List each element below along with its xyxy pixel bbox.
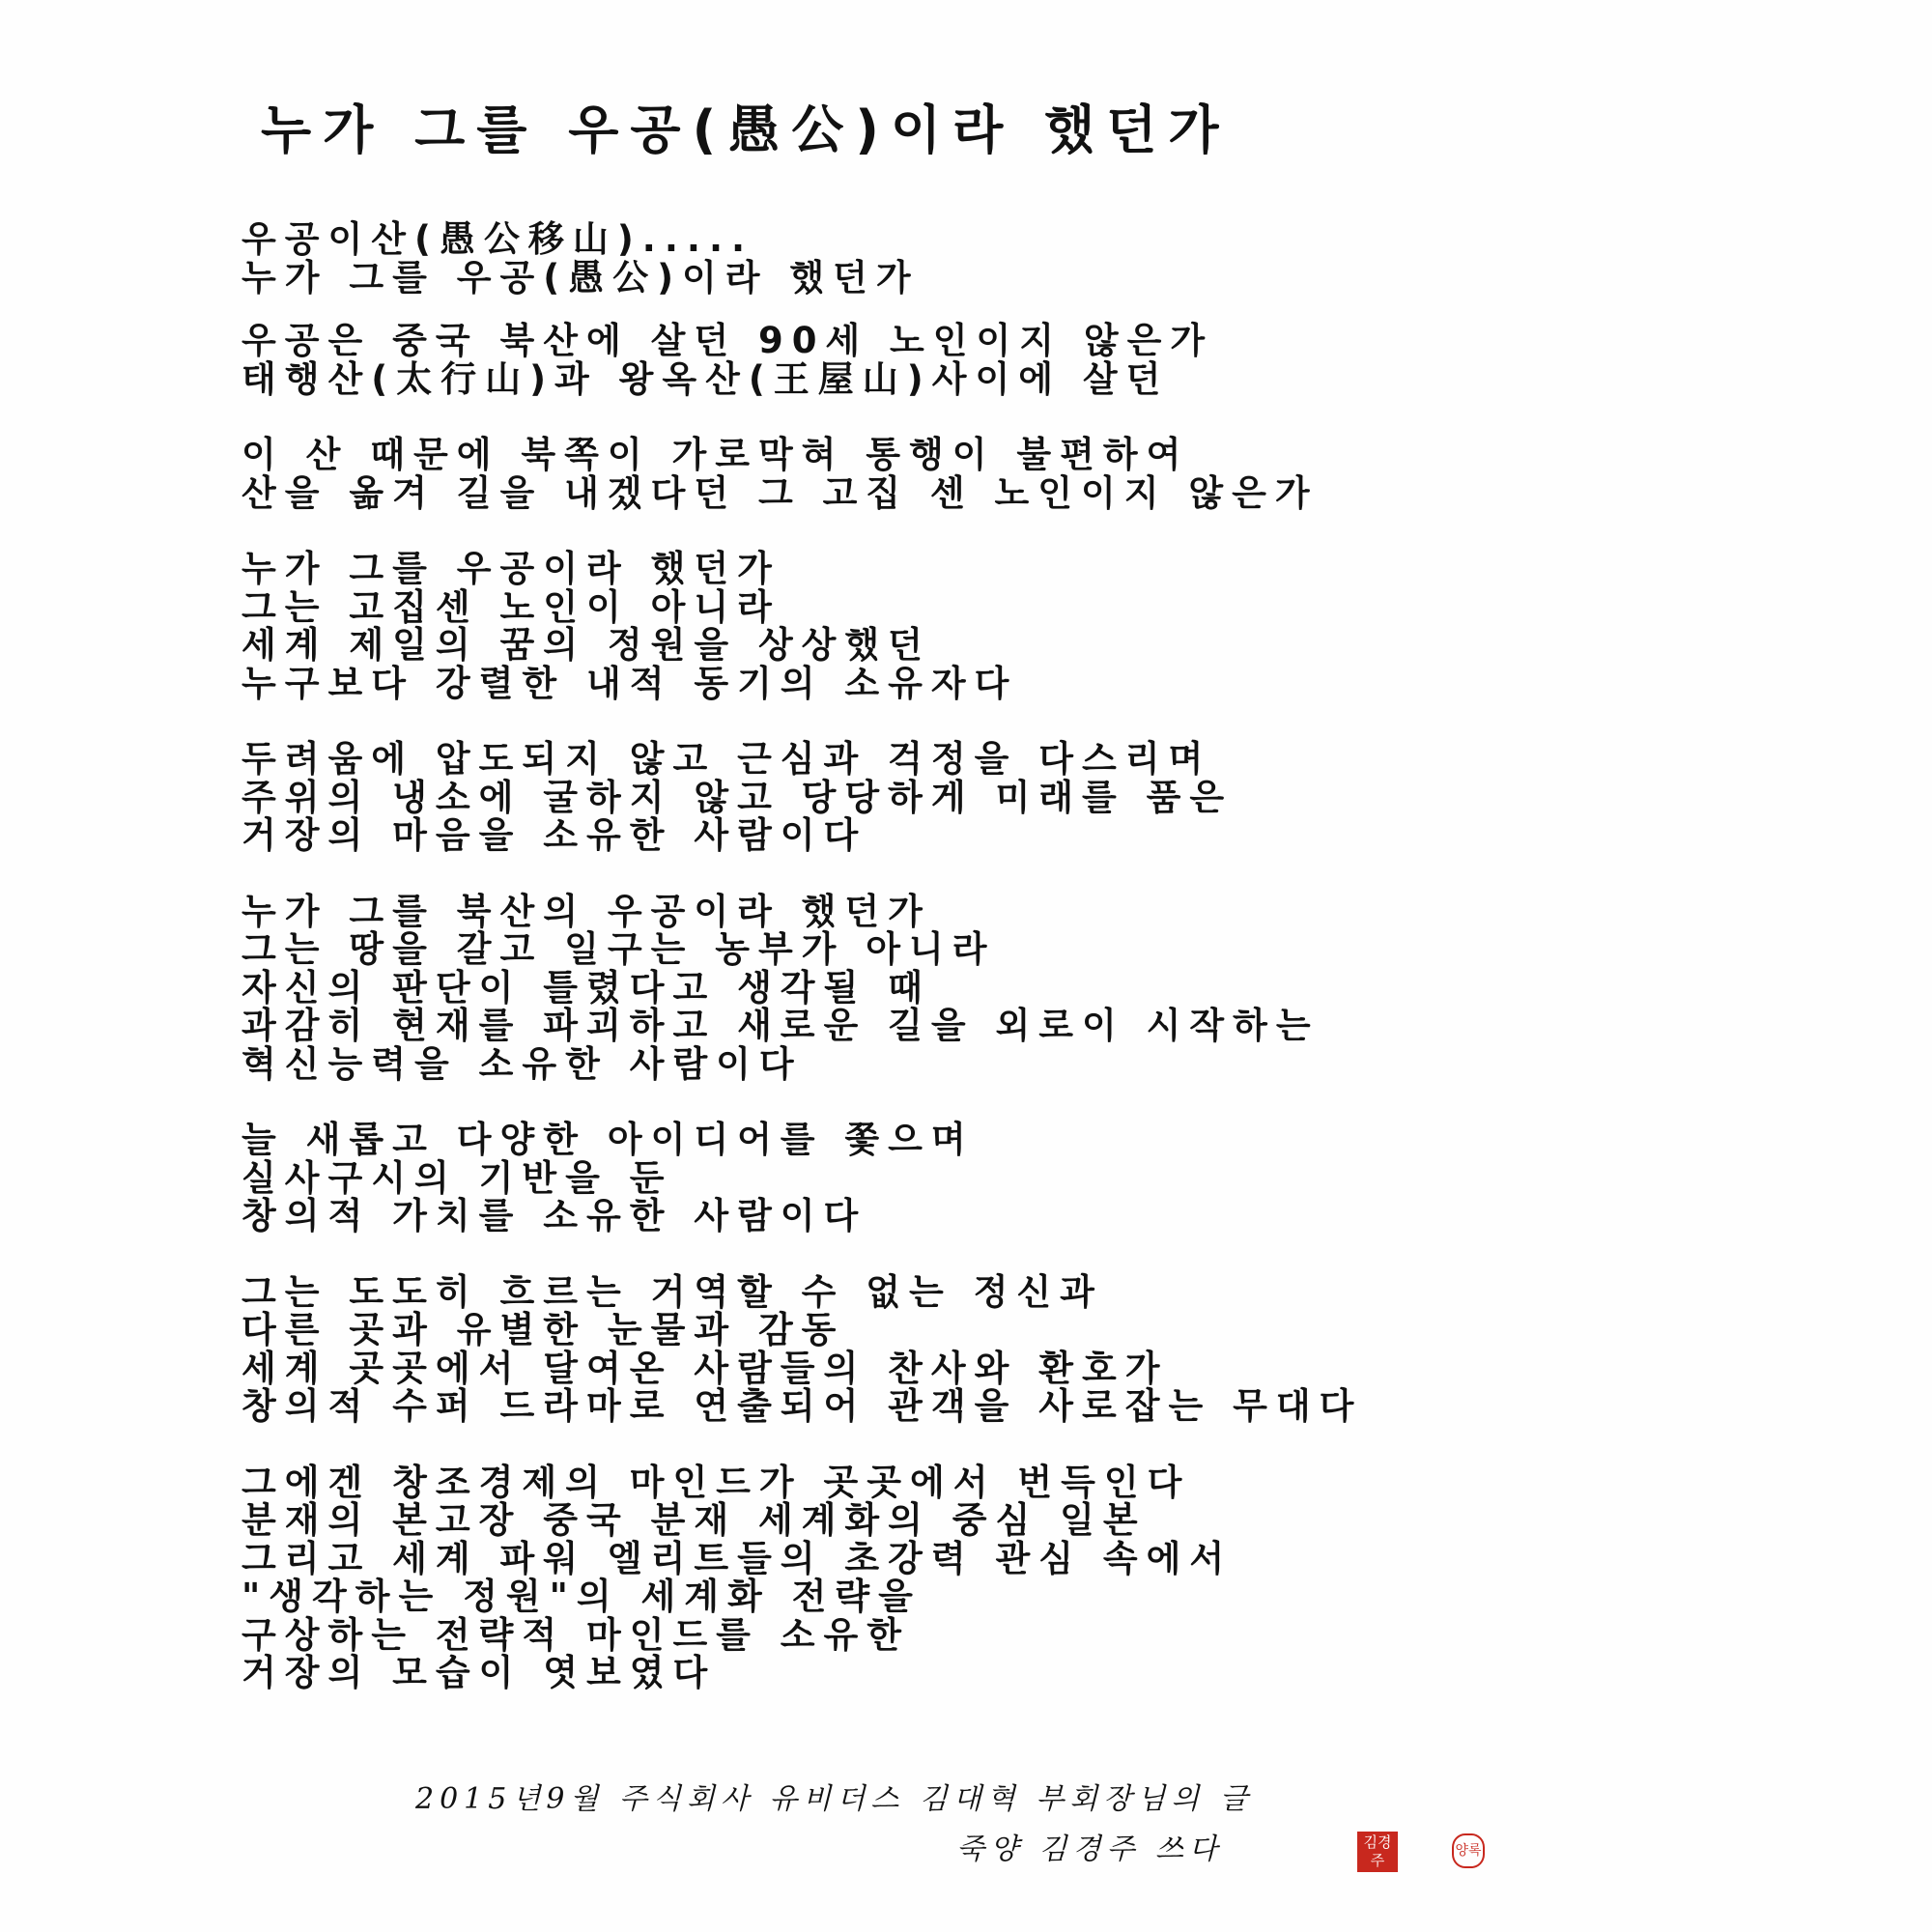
poem-line: 그는 고집센 노인이 아니라 xyxy=(242,585,781,628)
colophon-note: 2015년9월 주식회사 유비더스 김대혁 부회장님의 글 xyxy=(415,1782,1254,1816)
poem-line: 늘 새롭고 다양한 아이디어를 쫓으며 xyxy=(242,1119,975,1160)
poem-line: 태행산(太行山)과 왕옥산(王屋山)사이에 살던 xyxy=(242,357,1170,400)
poem-line: "생각하는 정원"의 세계화 전략을 xyxy=(242,1576,922,1617)
poem-body xyxy=(242,220,1806,1730)
stanza xyxy=(242,322,1806,398)
poem-line: 두려움에 압도되지 않고 근심과 걱정을 다스리며 xyxy=(242,738,1212,780)
poem-line: 누가 그를 북산의 우공이라 했던가 xyxy=(242,890,931,932)
stanza xyxy=(242,220,1806,297)
poem-line: 그에겐 창조경제의 마인드가 곳곳에서 번득인다 xyxy=(242,1461,1191,1503)
oval-seal-stamp: 양록 xyxy=(1452,1833,1485,1868)
poem-line: 다른 곳과 유별한 눈물과 감동 xyxy=(242,1309,845,1350)
poem-line: 그리고 세계 파워 엘리트들의 초강력 관심 속에서 xyxy=(242,1537,1234,1579)
poem-line: 그는 도도히 흐르는 거역할 수 없는 정신과 xyxy=(242,1270,1103,1313)
poem-line: 이 산 때문에 북쪽이 가로막혀 통행이 불편하여 xyxy=(242,434,1190,475)
poem-line: 누가 그를 우공(愚公)이라 했던가 xyxy=(242,256,920,298)
poem-line: 산을 옮겨 길을 내겠다던 그 고집 센 노인이지 않은가 xyxy=(242,471,1319,514)
stanza xyxy=(242,890,1806,1085)
stanza xyxy=(242,436,1806,512)
stanza xyxy=(242,1270,1806,1427)
stanza xyxy=(242,740,1806,855)
poem-line: 창의적 수퍼 드라마로 연출되어 관객을 사로잡는 무대다 xyxy=(242,1385,1363,1427)
poem-line: 분재의 본고장 중국 분재 세계화의 중심 일본 xyxy=(242,1499,1147,1541)
poem-line: 누구보다 강렬한 내적 동기의 소유자다 xyxy=(242,662,1018,704)
poem-line: 누가 그를 우공이라 했던가 xyxy=(242,548,781,589)
poem-line: 창의적 가치를 소유한 사람이다 xyxy=(242,1195,867,1236)
poem-line: 과감히 현재를 파괴하고 새로운 길을 외로이 시작하는 xyxy=(242,1005,1320,1046)
poem-line: 우공은 중국 북산에 살던 90세 노인이지 않은가 xyxy=(242,320,1214,361)
poem-line: 주위의 냉소에 굴하지 않고 당당하게 미래를 품은 xyxy=(242,776,1234,818)
poem-line: 자신의 판단이 틀렸다고 생각될 때 xyxy=(242,966,931,1009)
artist-signature: 죽양 김경주 쓰다 xyxy=(956,1833,1223,1866)
poem-line: 거장의 마음을 소유한 사람이다 xyxy=(242,814,867,856)
poem-title: 누가 그를 우공(愚公)이라 했던가 xyxy=(261,99,1231,160)
poem-line: 실사구시의 기반을 둔 xyxy=(242,1156,673,1199)
poem-line: 우공이산(愚公移山)..... xyxy=(242,218,754,260)
poem-line: 구상하는 전략적 마인드를 소유한 xyxy=(242,1613,911,1656)
poem-line: 거장의 모습이 엿보였다 xyxy=(242,1652,717,1693)
stanza xyxy=(242,1121,1806,1236)
poem-line: 세계 제일의 꿈의 정원을 상상했던 xyxy=(242,624,931,666)
poem-line: 그는 땅을 갈고 일구는 농부가 아니라 xyxy=(242,928,996,970)
poem-line: 세계 곳곳에서 달여온 사람들의 찬사와 환호가 xyxy=(242,1347,1169,1389)
stanza xyxy=(242,550,1806,702)
stanza xyxy=(242,1463,1806,1692)
poem-line: 혁신능력을 소유한 사람이다 xyxy=(242,1042,803,1085)
square-seal-stamp: 김경주 xyxy=(1357,1832,1398,1872)
